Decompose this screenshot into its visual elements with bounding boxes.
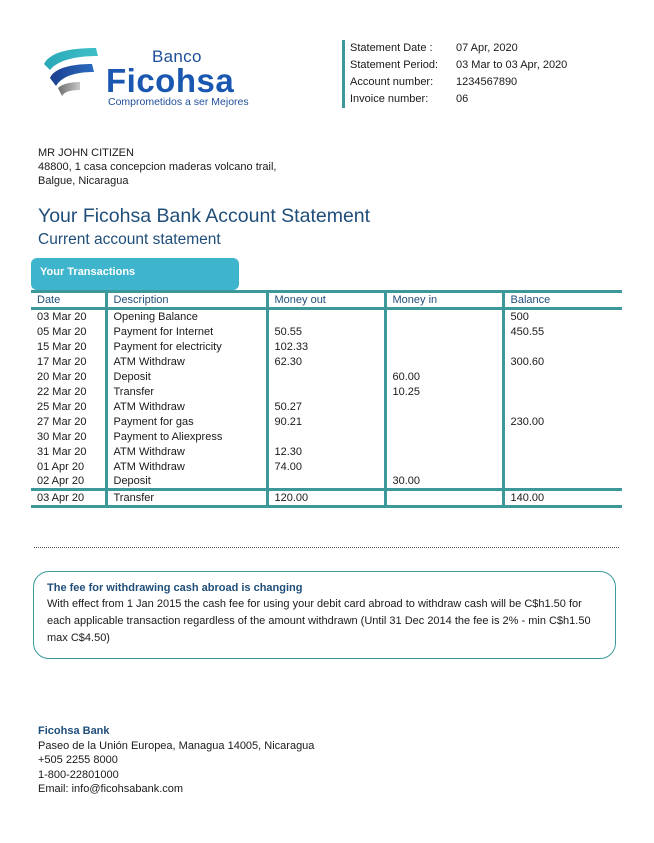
row-date: 01 Apr 20 bbox=[37, 460, 85, 473]
row-money-in bbox=[385, 354, 503, 369]
closing-row bbox=[31, 490, 622, 507]
table-header-row bbox=[31, 292, 622, 309]
statement-date-value: 07 Apr, 2020 bbox=[456, 42, 518, 54]
row-description: Opening Balance bbox=[106, 309, 267, 325]
closing-balance: 140.00 bbox=[503, 490, 622, 507]
row-money-in bbox=[385, 414, 503, 429]
notice-title: The fee for withdrawing cash abroad is changing bbox=[47, 582, 303, 594]
customer-address bbox=[38, 146, 276, 188]
row-date: 05 Mar 20 bbox=[37, 325, 87, 338]
statement-period-row bbox=[350, 57, 602, 74]
transactions-tab: Your Transactions bbox=[31, 258, 239, 290]
row-money-in: 10.25 bbox=[385, 384, 503, 399]
invoice-number-value: 06 bbox=[456, 93, 469, 105]
row-description: ATM Withdraw bbox=[106, 459, 267, 474]
row-description: Deposit bbox=[106, 474, 267, 490]
row-balance: 300.60 bbox=[503, 354, 622, 369]
account-number-value: 1234567890 bbox=[456, 76, 518, 88]
fee-notice bbox=[33, 571, 616, 659]
bank-logo bbox=[40, 44, 270, 110]
closing-money-in bbox=[385, 490, 503, 507]
row-description: Payment to Aliexpress bbox=[106, 429, 267, 444]
closing-description: Transfer bbox=[106, 490, 267, 507]
row-money-out: 50.55 bbox=[267, 324, 385, 339]
row-money-out bbox=[267, 474, 385, 490]
statement-info bbox=[342, 40, 602, 108]
statement-period-value: 03 Mar to 03 Apr, 2020 bbox=[456, 59, 568, 71]
row-description: Payment for gas bbox=[106, 414, 267, 429]
row-money-in bbox=[385, 339, 503, 354]
account-number-label: Account number: bbox=[350, 76, 434, 88]
transactions-table bbox=[31, 290, 622, 508]
row-money-out: 74.00 bbox=[267, 459, 385, 474]
statement-period-label: Statement Period: bbox=[350, 59, 439, 71]
row-money-in: 30.00 bbox=[385, 474, 503, 490]
row-date: 20 Mar 20 bbox=[37, 370, 87, 383]
row-money-in bbox=[385, 459, 503, 474]
row-balance bbox=[503, 384, 622, 399]
row-money-out: 90.21 bbox=[267, 414, 385, 429]
row-balance bbox=[503, 474, 622, 490]
table-row bbox=[31, 369, 622, 384]
page-subtitle: Current account statement bbox=[38, 231, 221, 248]
row-balance bbox=[503, 459, 622, 474]
row-money-in bbox=[385, 399, 503, 414]
footer-email: Email: info@ficohsabank.com bbox=[38, 783, 184, 796]
customer-address-line1: 48800, 1 casa concepcion maderas volcano trail, bbox=[38, 161, 277, 173]
invoice-number-row bbox=[350, 91, 602, 108]
row-balance bbox=[503, 444, 622, 459]
notice-body: With effect from 1 Jan 2015 the cash fee for using your debit card abroad to withdraw cash will be C$h1.50 for each applicable transaction regardless of the amount withdrawn (Until 31 Dec 2014 the fee is 2% - min C$h1.50 max C$4.50) bbox=[47, 598, 591, 644]
row-date: 03 Mar 20 bbox=[37, 311, 87, 323]
table-row bbox=[31, 339, 622, 354]
account-number-row bbox=[350, 74, 602, 91]
footer-toll-free: 1-800-22801000 bbox=[38, 768, 119, 781]
table-row bbox=[31, 429, 622, 444]
logo-banco-text: Banco bbox=[152, 47, 202, 66]
dotted-separator bbox=[34, 547, 619, 548]
title-block bbox=[38, 204, 370, 250]
logo-name-text: Ficohsa bbox=[106, 62, 235, 99]
logo-text-block bbox=[106, 48, 270, 109]
column-header-date: Date bbox=[31, 292, 106, 309]
row-balance bbox=[503, 399, 622, 414]
bank-footer bbox=[38, 724, 314, 797]
row-date: 27 Mar 20 bbox=[37, 415, 87, 428]
closing-date: 03 Apr 20 bbox=[31, 490, 106, 507]
ficohsa-logo-mark-icon bbox=[40, 44, 104, 108]
row-money-in bbox=[385, 444, 503, 459]
footer-bank-name: Ficohsa Bank bbox=[38, 725, 110, 737]
row-money-in bbox=[385, 429, 503, 444]
table-row bbox=[31, 399, 622, 414]
closing-money-out: 120.00 bbox=[267, 490, 385, 507]
footer-phone: +505 2255 8000 bbox=[38, 754, 118, 767]
table-row bbox=[31, 414, 622, 429]
row-description: ATM Withdraw bbox=[106, 354, 267, 369]
column-header-balance: Balance bbox=[503, 292, 622, 309]
row-description: ATM Withdraw bbox=[106, 399, 267, 414]
table-row bbox=[31, 354, 622, 369]
logo-tagline: Comprometidos a ser Mejores bbox=[108, 96, 249, 108]
row-description: ATM Withdraw bbox=[106, 444, 267, 459]
transactions-body bbox=[31, 309, 622, 507]
row-money-out bbox=[267, 369, 385, 384]
row-date: 31 Mar 20 bbox=[37, 445, 87, 458]
table-row bbox=[31, 324, 622, 339]
row-date: 15 Mar 20 bbox=[37, 340, 87, 353]
column-header-money-in: Money in bbox=[385, 292, 503, 309]
table-row bbox=[31, 444, 622, 459]
invoice-number-label: Invoice number: bbox=[350, 93, 429, 105]
row-description: Payment for electricity bbox=[106, 339, 267, 354]
row-date: 30 Mar 20 bbox=[37, 430, 87, 443]
page-title: Your Ficohsa Bank Account Statement bbox=[38, 205, 371, 227]
row-money-in bbox=[385, 324, 503, 339]
row-date: 17 Mar 20 bbox=[37, 355, 87, 368]
row-balance: 230.00 bbox=[503, 414, 622, 429]
row-balance bbox=[503, 339, 622, 354]
row-money-in bbox=[385, 309, 503, 325]
row-money-out: 102.33 bbox=[267, 339, 385, 354]
row-money-out bbox=[267, 309, 385, 325]
column-header-money-out: Money out bbox=[267, 292, 385, 309]
row-date: 02 Apr 20 bbox=[37, 475, 85, 487]
customer-name: MR JOHN CITIZEN bbox=[38, 147, 134, 159]
statement-date-label: Statement Date : bbox=[350, 42, 433, 54]
customer-address-line2: Balgue, Nicaragua bbox=[38, 175, 129, 187]
statement-date-row bbox=[350, 40, 602, 57]
row-money-out: 12.30 bbox=[267, 444, 385, 459]
table-row bbox=[31, 384, 622, 399]
column-header-description: Description bbox=[106, 292, 267, 309]
row-money-out bbox=[267, 429, 385, 444]
row-money-out bbox=[267, 384, 385, 399]
row-money-in: 60.00 bbox=[385, 369, 503, 384]
row-balance bbox=[503, 429, 622, 444]
table-row bbox=[31, 474, 622, 490]
row-balance: 500 bbox=[503, 309, 622, 325]
table-row bbox=[31, 309, 622, 325]
row-money-out: 62.30 bbox=[267, 354, 385, 369]
footer-address: Paseo de la Unión Europea, Managua 14005, Nicaragua bbox=[38, 739, 315, 752]
row-date: 25 Mar 20 bbox=[37, 400, 87, 413]
row-description: Transfer bbox=[106, 384, 267, 399]
table-row bbox=[31, 459, 622, 474]
row-balance: 450.55 bbox=[503, 324, 622, 339]
row-description: Deposit bbox=[106, 369, 267, 384]
row-money-out: 50.27 bbox=[267, 399, 385, 414]
row-date: 22 Mar 20 bbox=[37, 385, 87, 398]
row-description: Payment for Internet bbox=[106, 324, 267, 339]
row-balance bbox=[503, 369, 622, 384]
